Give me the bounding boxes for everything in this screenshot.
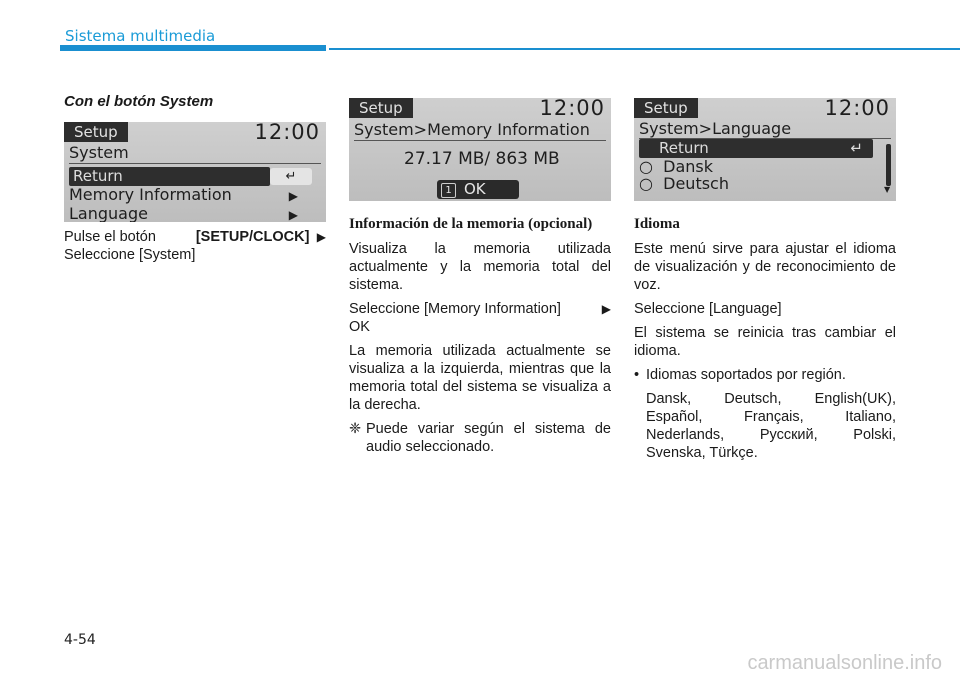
heading-language: Idioma xyxy=(634,216,680,232)
screen-title: System>Language xyxy=(639,119,792,138)
radio-icon: ○ xyxy=(639,174,664,193)
arrow-right-icon: ▶ xyxy=(601,302,611,316)
instruction-text: Pulse el botón xyxy=(64,229,156,245)
screen-tab-setup: Setup xyxy=(349,98,413,118)
screen-tab-setup: Setup xyxy=(634,98,698,118)
setup-clock-key: [SETUP/CLOCK] xyxy=(195,229,310,245)
screen-clock: 12:00 xyxy=(254,122,320,144)
chevron-right-icon: ▶ xyxy=(288,189,298,203)
note-symbol-icon: ❈ xyxy=(349,421,362,437)
header-bar xyxy=(60,45,326,51)
menu-item-language[interactable]: Language xyxy=(69,204,148,222)
page-number: 4-54 xyxy=(64,632,96,648)
language-option-deutsch[interactable]: ○ Deutsch xyxy=(639,174,729,193)
screen-clock: 12:00 xyxy=(824,98,890,120)
scroll-down-icon: ▼ xyxy=(884,185,891,194)
bullet-icon: • xyxy=(634,367,640,383)
bullet-item: • Idiomas soportados por región. xyxy=(634,367,846,383)
return-icon[interactable]: ↵ xyxy=(270,168,312,185)
language-restart-note: El sistema se reinicia tras cambiar el idioma. xyxy=(634,325,896,359)
screen-tab-setup: Setup xyxy=(64,122,128,142)
return-icon: ↵ xyxy=(850,139,863,157)
watermark: carmanualsonline.info xyxy=(747,652,942,674)
column-language-text xyxy=(634,216,896,468)
heading-memory-information: Información de la memoria (opcional) xyxy=(349,216,593,232)
memory-value: 27.17 MB/ 863 MB xyxy=(404,149,560,169)
column-memory-text xyxy=(349,216,611,456)
screen-divider xyxy=(69,163,321,164)
screen-system-menu xyxy=(64,122,326,222)
arrow-right-icon: ▶ xyxy=(313,230,326,244)
header-rule xyxy=(329,48,960,50)
screen-language xyxy=(634,98,896,201)
scrollbar[interactable] xyxy=(886,144,891,186)
memory-description: Visualiza la memoria utilizada actualmente y la memoria total del sistema. xyxy=(349,241,611,293)
menu-item-return[interactable]: Return ↵ xyxy=(639,139,873,158)
memory-explanation: La memoria utilizada actualmente se visualiza a la izquierda, mientras que la memoria total del sistema se visualiza a la derecha. xyxy=(349,343,611,413)
section-title: Sistema multimedia xyxy=(65,27,216,45)
language-instruction: Seleccione [Language] xyxy=(634,301,782,317)
screen-divider xyxy=(354,140,606,141)
radio-icon: ○ xyxy=(639,157,664,176)
screen-title: System>Memory Information xyxy=(354,120,590,139)
language-option-dansk[interactable]: ○ Dansk xyxy=(639,157,714,176)
column-system xyxy=(64,93,326,111)
supported-languages: Dansk, Deutsch, English(UK), Español, Français, Italiano, Nederlands, Русский, Polski, Svenska, Türkçe. xyxy=(646,391,896,461)
memory-note: ❈ Puede variar según el sistema de audio seleccionado. xyxy=(349,421,611,455)
heading-system-button: Con el botón System xyxy=(64,93,214,110)
instruction-select-system: Seleccione [System] xyxy=(64,247,196,263)
memory-instruction: Seleccione [Memory Information] ▶ OK xyxy=(349,301,611,335)
column-system-text xyxy=(64,228,326,264)
ok-button[interactable]: 1 OK xyxy=(437,180,519,199)
screen-clock: 12:00 xyxy=(539,98,605,120)
menu-item-return[interactable]: Return xyxy=(69,167,270,186)
chevron-right-icon: ▶ xyxy=(288,208,298,222)
button-number-icon: 1 xyxy=(441,183,456,198)
screen-title: System xyxy=(69,143,129,162)
screen-memory-information xyxy=(349,98,611,201)
language-description: Este menú sirve para ajustar el idioma de visualización y de reconocimiento de voz. xyxy=(634,241,896,293)
menu-item-memory-information[interactable]: Memory Information xyxy=(69,185,232,204)
